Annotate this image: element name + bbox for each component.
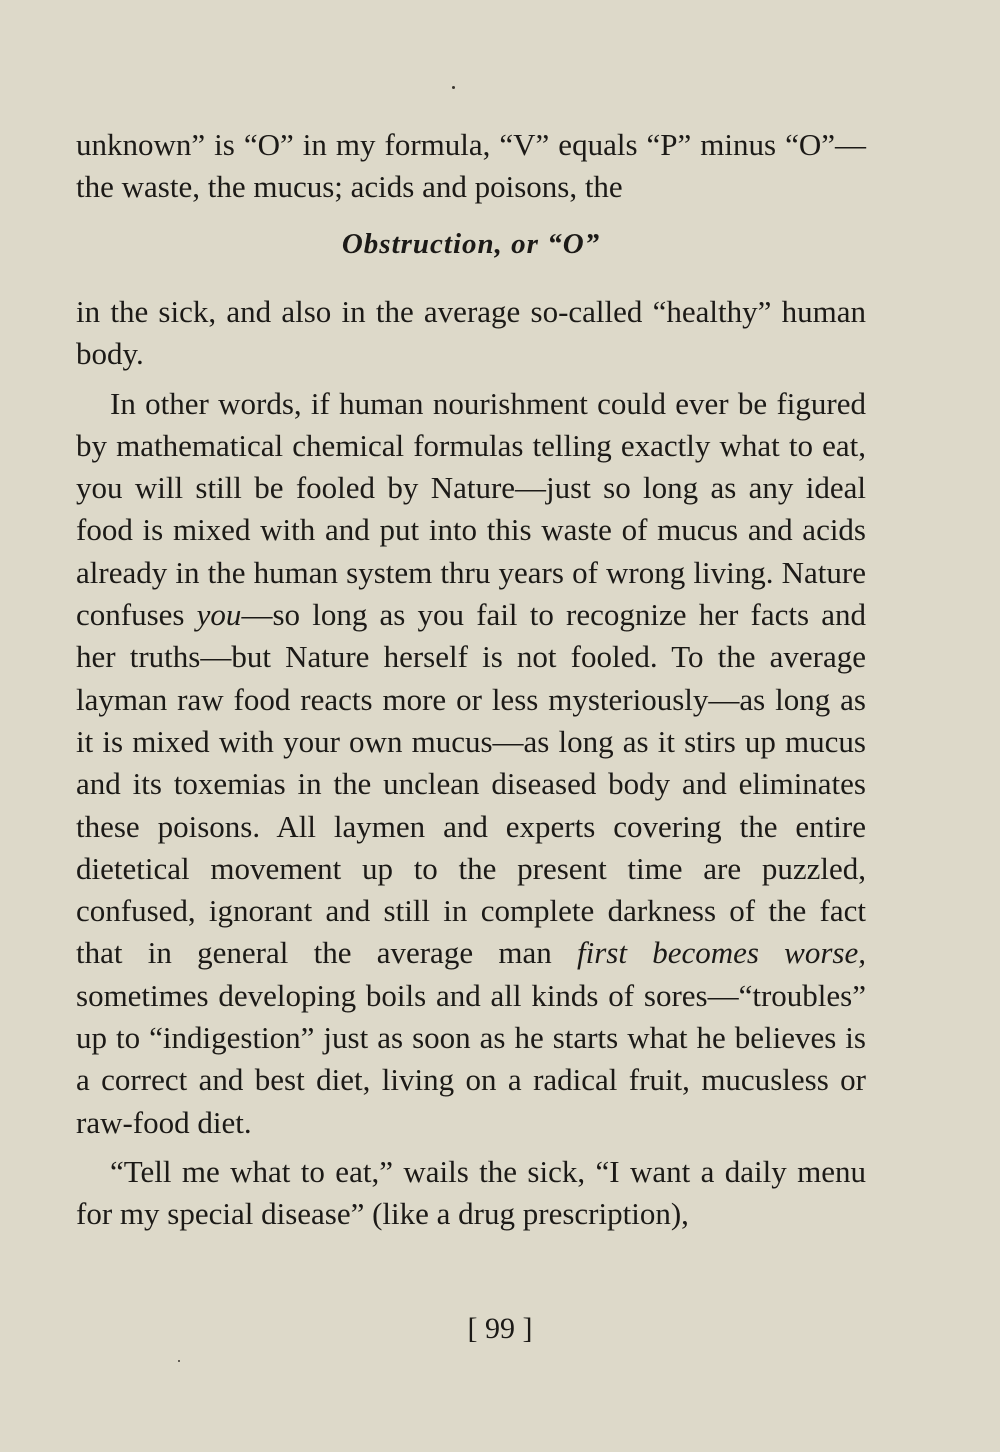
- text-top: [76, 124, 866, 209]
- opening-fragment: unknown” is “O” in my formula, “V” equals “P” minus “O”—the waste, the mucus; acids and poisons, the: [76, 127, 866, 205]
- section-heading: Obstruction, or “O”: [341, 228, 601, 260]
- ink-speck: [178, 1360, 180, 1362]
- ink-speck: [452, 86, 455, 89]
- text-body: [76, 291, 866, 1236]
- paragraph-2-part-b: —so long as you fail to recognize her facts and her truths—but Nature herself is not fooled. To the average layman raw food reacts more or less mysteriously—as long as it is mixed with your own mucus—as long as it stirs up mucus and its toxemias in the unclean diseased body and eliminates these poisons. All laymen and experts covering the entire dietetical movement up to the present time are puzzled, confused, ignorant and still in complete darkness of the fact that in general the average man: [76, 597, 866, 971]
- emphasis-first-becomes-worse: first becomes worse,: [576, 935, 866, 971]
- paragraph-2: [76, 383, 866, 1144]
- paragraph-1: in the sick, and also in the average so-called “healthy” human body.: [76, 294, 866, 372]
- paragraph-2-part-c: sometimes developing boils and all kinds of sores—“troubles” up to “indigestion” just as soon as he starts what he believes is a correct and best diet, living on a radical fruit, mucusless or raw-food diet.: [76, 977, 866, 1140]
- paragraph-2-part-a: In other words, if human nourishment could ever be figured by mathematical chemical formulas telling exactly what to eat, you will still be fooled by Nature—just so long as any ideal food is mixed with and put into this waste of mucus and acids already in the human system thru years of wrong living. Nature confuses: [76, 385, 866, 633]
- emphasis-you: you: [196, 597, 242, 633]
- paragraph-3: “Tell me what to eat,” wails the sick, “I want a daily menu for my special disease” (like a drug prescription),: [76, 1153, 866, 1232]
- page-number: [ 99 ]: [467, 1312, 533, 1345]
